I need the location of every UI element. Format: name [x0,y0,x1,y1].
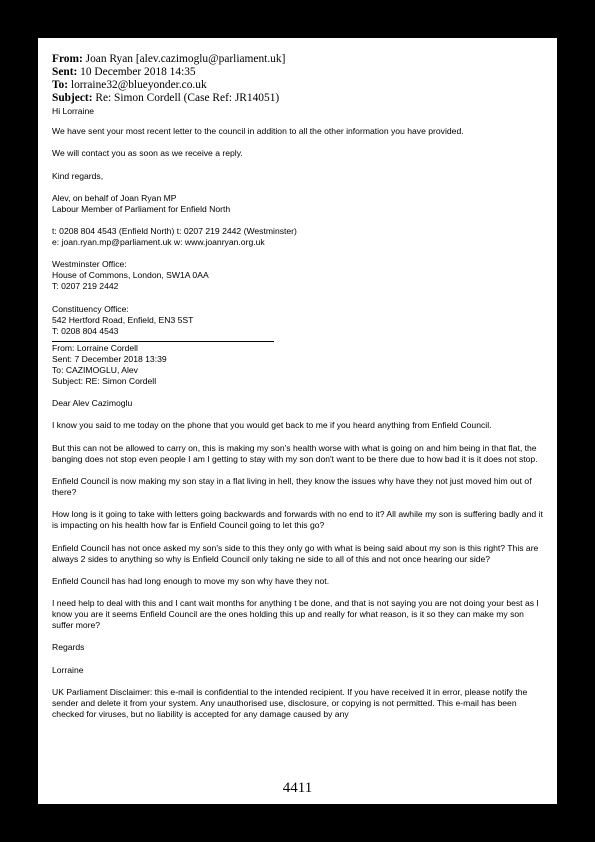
to-value: lorraine32@blueyonder.co.uk [70,79,207,91]
original-greeting: Dear Alev Cazimoglu [52,398,133,409]
sent-label: Sent: [52,66,78,78]
disclaimer: UK Parliament Disclaimer: this e-mail is confidential to the intended recipient. If you have received it in error, please notify the sender and delete it from your system. Any unauthorised use, disclosure, or copying is not permitted. This e-mail has been checked for viruses, but no liability is accepted for any damage caused by any [52,687,528,720]
original-subject: Subject: RE: Simon Cordell [52,375,157,386]
original-paragraph-3: Enfield Council is now making my son stay in a flat living in hell, they know the issues why have they not just moved him out of there? [52,475,532,497]
divider-rule [52,341,274,342]
original-paragraph-5: Enfield Council has not once asked my son's side to this they only go with what is being said about my son is this right? This are always 2 sides to anything so why is Enfield Council only taking ne side to all of this and not once hearing our side? [52,542,539,564]
original-paragraph-1: I know you said to me today on the phone that you would get back to me if you heard anything from Enfield Council. [52,420,492,431]
subject-row [52,92,547,105]
subject-value: Re: Simon Cordell (Case Ref: JR14051) [95,92,280,104]
constituency-phone: T: 0208 804 4543 [52,325,119,336]
email-body [52,106,544,731]
westminster-address: House of Commons, London, SW1A 0AA [52,270,209,281]
reply-paragraph-1: We have sent your most recent letter to the council in addition to all the other information you have provided. [52,126,464,136]
contact-email: e: joan.ryan.mp@parliament.uk w: www.joanryan.org.uk [52,237,265,248]
original-paragraph-6: Enfield Council has had long enough to move my son why have they not. [52,575,330,586]
subject-label: Subject: [52,92,93,104]
from-label: From: [52,53,83,65]
signature-block [52,193,544,215]
sent-row [52,66,547,79]
original-paragraph-7: I need help to deal with this and I cant wait months for anything t be done, and that is not saying you are not doing your best as I know you are it seems Enfield Council are the ones holding this up and really for what reason, is it so they can make my son suffer more? [52,598,539,631]
contact-block [52,226,544,248]
reply-paragraph-2: We will contact you as soon as we receive a reply. [52,148,243,159]
document-page [38,38,557,804]
constituency-title: Constituency Office: [52,303,129,314]
from-value: Joan Ryan [alev.cazimoglu@parliament.uk] [85,53,286,65]
signature-title: Labour Member of Parliament for Enfield North [52,203,231,214]
email-header [52,53,547,105]
page-number: 4411 [282,780,313,796]
westminster-office [52,259,544,292]
westminster-title: Westminster Office: [52,259,127,270]
reply-closing: Kind regards, [52,170,104,181]
original-sent: Sent: 7 December 2018 13:39 [52,353,167,364]
westminster-phone: T: 0207 219 2442 [52,281,119,292]
reply-greeting: Hi Lorraine [52,106,95,116]
original-paragraph-4: How long is it going to take with letters going backwards and forwards with no end to it? All awhile my son is suffering badly and it is impacting on his health how far is Enfield Council going to let this go? [52,509,543,531]
contact-phone: t: 0208 804 4543 (Enfield North) t: 0207 219 2442 (Westminster) [52,226,297,237]
original-regards: Regards [52,642,85,653]
signature-name: Alev, on behalf of Joan Ryan MP [52,192,177,203]
original-name: Lorraine [52,664,84,675]
original-to: To: CAZIMOGLU, Alev [52,364,138,375]
constituency-office [52,304,544,337]
to-row [52,79,547,92]
original-paragraph-2: But this can not be allowed to carry on, this is making my son's health worse with what is going on and him being in that flat, the banging does not stop even people I am I getting to stay with my son don't want to be there due to how bad it is it does not stop. [52,442,538,464]
sent-value: 10 December 2018 14:35 [80,66,196,78]
constituency-address: 542 Hertford Road, Enfield, EN3 5ST [52,314,194,325]
original-header [52,343,544,387]
from-row [52,53,547,66]
original-from: From: Lorraine Cordell [52,342,138,353]
to-label: To: [52,79,69,91]
